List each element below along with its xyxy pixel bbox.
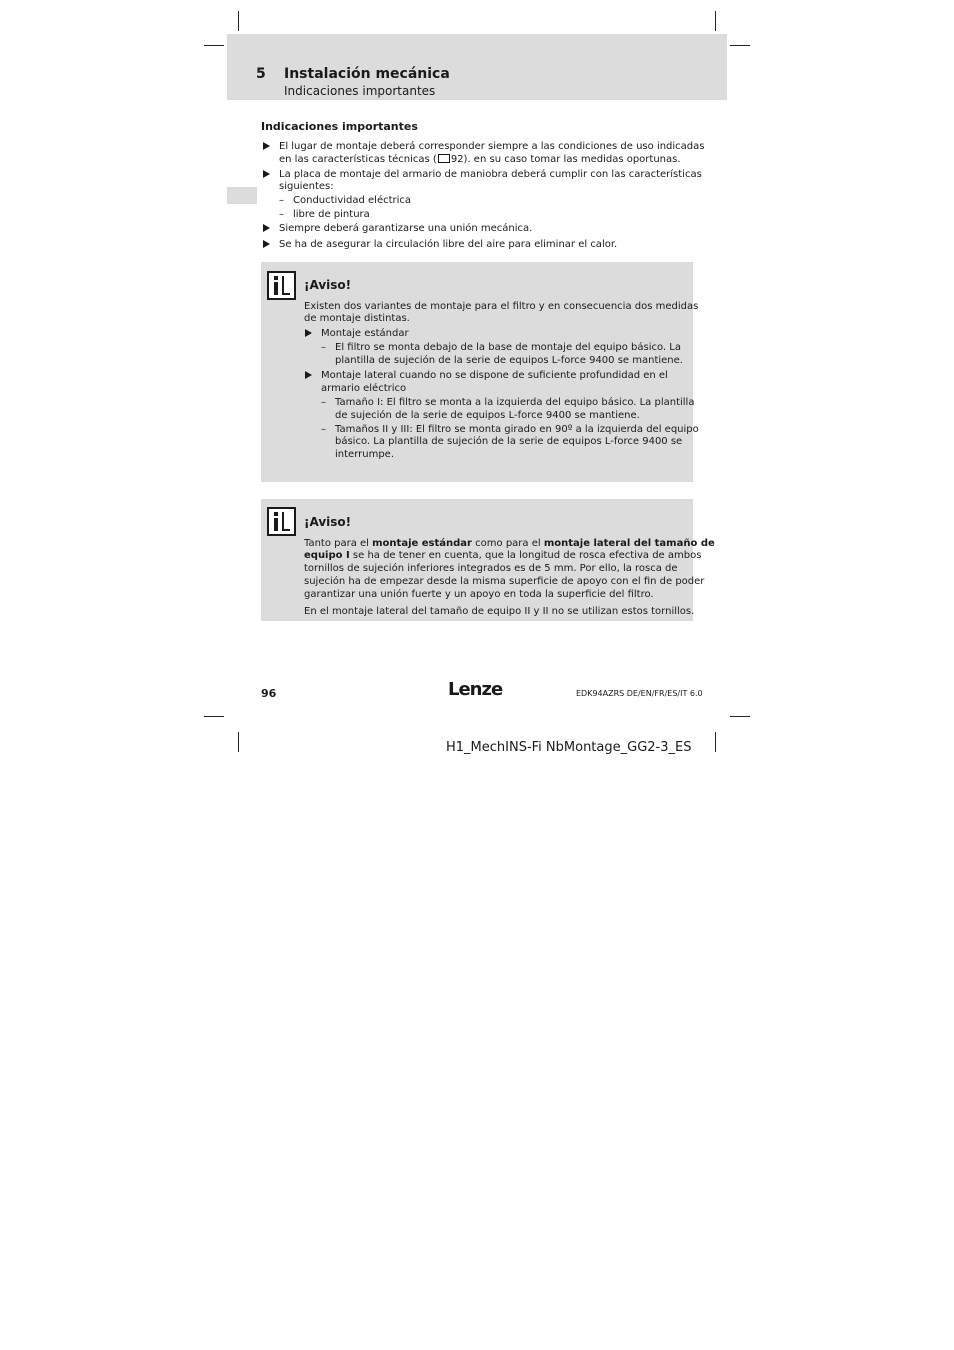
note-text: garantizar una unión fuerte y un apoyo en toda la superficie del filtro. [304, 589, 654, 600]
sub-item-text: Conductividad eléctrica [293, 195, 412, 206]
note-text: de montaje distintas. [304, 313, 410, 324]
book-icon [438, 154, 450, 163]
lenze-logo: Lenze [448, 679, 503, 700]
note-sub-text: Tamaños II y III: El filtro se monta girado en 90º a la izquierda del equipo [335, 424, 699, 435]
note-sub-text: interrumpe. [335, 449, 394, 460]
note-text: En el montaje lateral del tamaño de equipo II y II no se utilizan estos tornillos. [304, 606, 695, 617]
arrow-bullet-icon [305, 329, 312, 337]
note-text: Tanto para el montaje estándar como para el montaje lateral del tamaño de [304, 538, 715, 549]
dash-bullet: – [321, 424, 326, 435]
note-sub-text: básico. La plantilla de sujeción de la serie de equipos L-force 9400 se [335, 436, 683, 447]
note-title: ¡Aviso! [304, 515, 352, 529]
crop-mark [204, 45, 224, 46]
page-number: 96 [261, 687, 277, 700]
dash-bullet: – [321, 397, 326, 408]
file-reference: H1_MechINS-Fi NbMontage_GG2-3_ES [446, 740, 692, 755]
note-sub-text: plantilla de sujeción de la serie de equipos L-force 9400 se mantiene. [335, 355, 683, 366]
arrow-bullet-icon [263, 170, 270, 178]
crop-mark [204, 716, 224, 717]
document-code: EDK94AZRS DE/EN/FR/ES/IT 6.0 [576, 689, 703, 698]
list-item-text: en las características técnicas ( 92). en su caso tomar las medidas oportunas. [279, 154, 681, 165]
note-sub-text: El filtro se monta debajo de la base de montaje del equipo básico. La [335, 342, 681, 353]
note-text: tornillos de sujeción inferiores integrados es de 5 mm. Por ello, la rosca de [304, 563, 678, 574]
chapter-subtitle: Indicaciones importantes [284, 84, 436, 98]
note-bullet-text: armario eléctrico [321, 383, 407, 394]
note-bullet-text: Montaje estándar [321, 328, 409, 339]
side-tab [227, 187, 257, 204]
note-title: ¡Aviso! [304, 278, 352, 292]
list-item-text: La placa de montaje del armario de maniobra deberá cumplir con las características [279, 169, 702, 180]
sub-item-text: libre de pintura [293, 209, 370, 220]
note-bullet-text: Montaje lateral cuando no se dispone de suficiente profundidad en el [321, 370, 668, 381]
dash-bullet: – [321, 342, 326, 353]
crop-mark [730, 45, 750, 46]
note-text: sujeción ha de empezar desde la misma superficie de apoyo con el fin de poder [304, 576, 705, 587]
crop-mark [730, 716, 750, 717]
list-item-text: siguientes: [279, 181, 334, 192]
list-item-text: Siempre deberá garantizarse una unión mecánica. [279, 223, 533, 234]
crop-mark [715, 11, 716, 31]
note-text: equipo I se ha de tener en cuenta, que la longitud de rosca efectiva de ambos [304, 550, 702, 561]
arrow-bullet-icon [263, 240, 270, 248]
list-item-text: Se ha de asegurar la circulación libre del aire para eliminar el calor. [279, 239, 618, 250]
crop-mark [238, 732, 239, 752]
note-text: Existen dos variantes de montaje para el filtro y en consecuencia dos medidas [304, 301, 699, 312]
arrow-bullet-icon [305, 371, 312, 379]
arrow-bullet-icon [263, 142, 270, 150]
arrow-bullet-icon [263, 224, 270, 232]
info-icon [267, 271, 296, 300]
dash-bullet: – [279, 209, 284, 220]
crop-mark [715, 732, 716, 752]
dash-bullet: – [279, 195, 284, 206]
crop-mark [238, 11, 239, 31]
note-sub-text: Tamaño I: El filtro se monta a la izquierda del equipo básico. La plantilla [335, 397, 695, 408]
chapter-title: Instalación mecánica [284, 66, 450, 82]
note-sub-text: de sujeción de la serie de equipos L-force 9400 se mantiene. [335, 410, 640, 421]
list-item-text: El lugar de montaje deberá corresponder siempre a las condiciones de uso indicadas [279, 141, 705, 152]
section-title: Indicaciones importantes [261, 120, 418, 133]
note-box [261, 499, 715, 621]
info-icon [267, 507, 296, 536]
chapter-number: 5 [256, 66, 266, 82]
note-box [261, 262, 699, 482]
